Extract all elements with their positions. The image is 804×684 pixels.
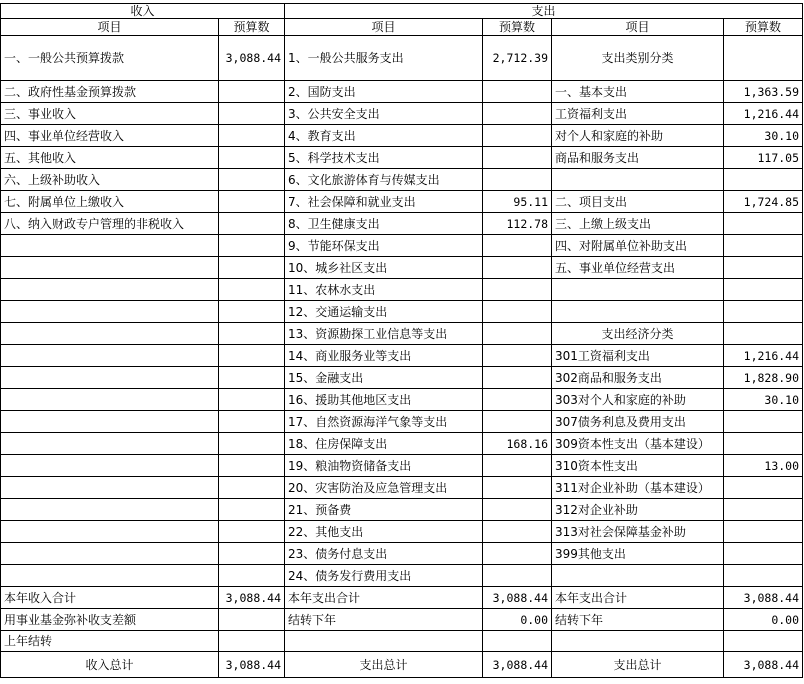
expense-item: 3、公共安全支出 — [285, 103, 483, 125]
expense-budget — [483, 345, 552, 367]
expense-budget — [483, 631, 552, 652]
classification-budget — [724, 301, 803, 323]
expense-budget — [483, 411, 552, 433]
classification-budget — [724, 477, 803, 499]
classification-item: 结转下年 — [552, 609, 724, 631]
table-row — [1, 521, 803, 543]
income-item: 上年结转 — [1, 631, 219, 652]
classification-budget — [724, 169, 803, 191]
income-item — [1, 543, 219, 565]
income-budget — [219, 521, 285, 543]
expense-budget — [483, 81, 552, 103]
classification-budget — [724, 36, 803, 81]
table-row — [1, 36, 803, 81]
classification-item: 312对企业补助 — [552, 499, 724, 521]
expense-item: 4、教育支出 — [285, 125, 483, 147]
expense-budget — [483, 499, 552, 521]
table-row — [1, 389, 803, 411]
expense-budget — [483, 543, 552, 565]
expense-budget — [483, 565, 552, 587]
income-budget: 3,088.44 — [219, 587, 285, 609]
income-budget — [219, 125, 285, 147]
table-row — [1, 103, 803, 125]
classification-budget: 1,216.44 — [724, 103, 803, 125]
income-item — [1, 235, 219, 257]
classification-item: 对个人和家庭的补助 — [552, 125, 724, 147]
expense-section-header: 支出 — [285, 4, 803, 19]
income-item: 八、纳入财政专户管理的非税收入 — [1, 213, 219, 235]
table-row — [1, 235, 803, 257]
income-budget — [219, 323, 285, 345]
income-budget — [219, 565, 285, 587]
classification-item: 五、事业单位经营支出 — [552, 257, 724, 279]
income-item — [1, 455, 219, 477]
expense-budget: 0.00 — [483, 609, 552, 631]
table-row — [1, 477, 803, 499]
table-row — [1, 81, 803, 103]
expense-item: 13、资源勘探工业信息等支出 — [285, 323, 483, 345]
income-item — [1, 499, 219, 521]
classification-budget: 117.05 — [724, 147, 803, 169]
expense-item: 14、商业服务业等支出 — [285, 345, 483, 367]
classification-budget — [724, 433, 803, 455]
expense-budget: 168.16 — [483, 433, 552, 455]
expense-item: 18、住房保障支出 — [285, 433, 483, 455]
classification-budget — [724, 631, 803, 652]
expense-budget — [483, 103, 552, 125]
expense-item: 9、节能环保支出 — [285, 235, 483, 257]
expense-item: 16、援助其他地区支出 — [285, 389, 483, 411]
totals-row — [1, 652, 803, 678]
expense-budget: 95.11 — [483, 191, 552, 213]
classification-item — [552, 301, 724, 323]
table-row — [1, 543, 803, 565]
budget-table — [0, 3, 803, 678]
classification-budget: 30.10 — [724, 389, 803, 411]
expense-budget — [483, 169, 552, 191]
income-item — [1, 367, 219, 389]
classification-item: 307债务利息及费用支出 — [552, 411, 724, 433]
header-row-columns — [1, 19, 803, 36]
expense-item: 结转下年 — [285, 609, 483, 631]
expense-item: 6、文化旅游体育与传媒支出 — [285, 169, 483, 191]
expense-item: 12、交通运输支出 — [285, 301, 483, 323]
classification-budget — [724, 565, 803, 587]
table-row — [1, 191, 803, 213]
expense-item: 5、科学技术支出 — [285, 147, 483, 169]
income-budget — [219, 389, 285, 411]
expense-budget — [483, 301, 552, 323]
table-row — [1, 587, 803, 609]
expense-budget: 2,712.39 — [483, 36, 552, 81]
income-budget — [219, 477, 285, 499]
classification-budget: 13.00 — [724, 455, 803, 477]
table-row — [1, 169, 803, 191]
classification-item: 301工资福利支出 — [552, 345, 724, 367]
income-item: 三、事业收入 — [1, 103, 219, 125]
expense-item: 15、金融支出 — [285, 367, 483, 389]
expense-budget — [483, 279, 552, 301]
income-item — [1, 323, 219, 345]
income-item — [1, 389, 219, 411]
income-item: 一、一般公共预算拨款 — [1, 36, 219, 81]
income-budget — [219, 235, 285, 257]
classification-budget: 1,216.44 — [724, 345, 803, 367]
classification-item: 一、基本支出 — [552, 81, 724, 103]
income-budget — [219, 367, 285, 389]
expense-budget — [483, 257, 552, 279]
classification-item: 本年支出合计 — [552, 587, 724, 609]
classification-budget — [724, 213, 803, 235]
expense-item-header: 项目 — [285, 19, 483, 36]
expense-budget — [483, 125, 552, 147]
classification-item — [552, 565, 724, 587]
income-total-label: 收入总计 — [1, 652, 219, 678]
class-budget-header: 预算数 — [724, 19, 803, 36]
expense-item: 22、其他支出 — [285, 521, 483, 543]
table-row — [1, 609, 803, 631]
income-item — [1, 345, 219, 367]
classification-item: 309资本性支出（基本建设） — [552, 433, 724, 455]
expense-item: 24、债务发行费用支出 — [285, 565, 483, 587]
table-row — [1, 213, 803, 235]
classification-budget: 1,724.85 — [724, 191, 803, 213]
income-budget: 3,088.44 — [219, 36, 285, 81]
expense-budget — [483, 235, 552, 257]
income-item — [1, 279, 219, 301]
classification-item: 四、对附属单位补助支出 — [552, 235, 724, 257]
income-item — [1, 411, 219, 433]
classification-budget — [724, 279, 803, 301]
income-item — [1, 433, 219, 455]
income-item: 五、其他收入 — [1, 147, 219, 169]
expense-budget — [483, 477, 552, 499]
income-budget — [219, 81, 285, 103]
income-item — [1, 301, 219, 323]
income-item: 七、附属单位上缴收入 — [1, 191, 219, 213]
income-item — [1, 477, 219, 499]
classification-budget — [724, 411, 803, 433]
income-budget — [219, 257, 285, 279]
expense-item: 20、灾害防治及应急管理支出 — [285, 477, 483, 499]
expense-budget: 3,088.44 — [483, 587, 552, 609]
income-budget — [219, 609, 285, 631]
income-budget — [219, 213, 285, 235]
header-row-sections — [1, 4, 803, 19]
income-budget — [219, 631, 285, 652]
income-section-header: 收入 — [1, 4, 285, 19]
income-item: 用事业基金弥补收支差额 — [1, 609, 219, 631]
table-row — [1, 565, 803, 587]
classification-item: 商品和服务支出 — [552, 147, 724, 169]
expense-budget: 112.78 — [483, 213, 552, 235]
expense-budget — [483, 389, 552, 411]
expense-budget-header: 预算数 — [483, 19, 552, 36]
income-budget — [219, 411, 285, 433]
classification-item: 工资福利支出 — [552, 103, 724, 125]
expense-budget — [483, 323, 552, 345]
expense-budget — [483, 147, 552, 169]
expense-total-value: 3,088.44 — [483, 652, 552, 678]
classification-total-label: 支出总计 — [552, 652, 724, 678]
expense-item: 8、卫生健康支出 — [285, 213, 483, 235]
classification-item — [552, 169, 724, 191]
classification-item: 311对企业补助（基本建设） — [552, 477, 724, 499]
income-budget — [219, 169, 285, 191]
income-total-value: 3,088.44 — [219, 652, 285, 678]
income-budget — [219, 543, 285, 565]
income-item — [1, 521, 219, 543]
income-budget — [219, 191, 285, 213]
table-row — [1, 147, 803, 169]
classification-item: 支出经济分类 — [552, 323, 724, 345]
table-row — [1, 125, 803, 147]
income-item: 本年收入合计 — [1, 587, 219, 609]
income-item — [1, 565, 219, 587]
income-item: 四、事业单位经营收入 — [1, 125, 219, 147]
expense-item: 11、农林水支出 — [285, 279, 483, 301]
income-budget — [219, 345, 285, 367]
expense-item: 21、预备费 — [285, 499, 483, 521]
table-row — [1, 323, 803, 345]
classification-budget — [724, 323, 803, 345]
expense-item: 17、自然资源海洋气象等支出 — [285, 411, 483, 433]
classification-item: 支出类别分类 — [552, 36, 724, 81]
income-budget — [219, 279, 285, 301]
table-row — [1, 411, 803, 433]
classification-budget: 1,363.59 — [724, 81, 803, 103]
income-budget — [219, 147, 285, 169]
expense-budget — [483, 367, 552, 389]
class-item-header: 项目 — [552, 19, 724, 36]
classification-budget: 30.10 — [724, 125, 803, 147]
expense-budget — [483, 455, 552, 477]
expense-item: 23、债务付息支出 — [285, 543, 483, 565]
classification-budget: 1,828.90 — [724, 367, 803, 389]
income-item — [1, 257, 219, 279]
income-budget-header: 预算数 — [219, 19, 285, 36]
classification-item — [552, 631, 724, 652]
expense-total-label: 支出总计 — [285, 652, 483, 678]
income-budget — [219, 499, 285, 521]
classification-item: 399其他支出 — [552, 543, 724, 565]
expense-item: 1、一般公共服务支出 — [285, 36, 483, 81]
classification-item — [552, 279, 724, 301]
table-row — [1, 367, 803, 389]
table-row — [1, 499, 803, 521]
income-budget — [219, 455, 285, 477]
classification-item: 310资本性支出 — [552, 455, 724, 477]
income-item: 六、上级补助收入 — [1, 169, 219, 191]
classification-budget — [724, 499, 803, 521]
expense-item: 7、社会保障和就业支出 — [285, 191, 483, 213]
expense-item: 10、城乡社区支出 — [285, 257, 483, 279]
income-item-header: 项目 — [1, 19, 219, 36]
table-row — [1, 257, 803, 279]
expense-item: 本年支出合计 — [285, 587, 483, 609]
expense-item — [285, 631, 483, 652]
classification-item: 302商品和服务支出 — [552, 367, 724, 389]
expense-item: 19、粮油物资储备支出 — [285, 455, 483, 477]
classification-budget — [724, 257, 803, 279]
classification-item: 303对个人和家庭的补助 — [552, 389, 724, 411]
table-row — [1, 301, 803, 323]
table-row — [1, 345, 803, 367]
classification-total-value: 3,088.44 — [724, 652, 803, 678]
income-budget — [219, 433, 285, 455]
classification-item: 三、上缴上级支出 — [552, 213, 724, 235]
expense-budget — [483, 521, 552, 543]
table-row — [1, 631, 803, 652]
table-row — [1, 433, 803, 455]
expense-item: 2、国防支出 — [285, 81, 483, 103]
table-row — [1, 279, 803, 301]
classification-budget: 3,088.44 — [724, 587, 803, 609]
classification-item: 313对社会保障基金补助 — [552, 521, 724, 543]
classification-budget — [724, 235, 803, 257]
income-item: 二、政府性基金预算拨款 — [1, 81, 219, 103]
classification-item: 二、项目支出 — [552, 191, 724, 213]
table-row — [1, 455, 803, 477]
income-budget — [219, 301, 285, 323]
classification-budget: 0.00 — [724, 609, 803, 631]
classification-budget — [724, 521, 803, 543]
classification-budget — [724, 543, 803, 565]
income-budget — [219, 103, 285, 125]
